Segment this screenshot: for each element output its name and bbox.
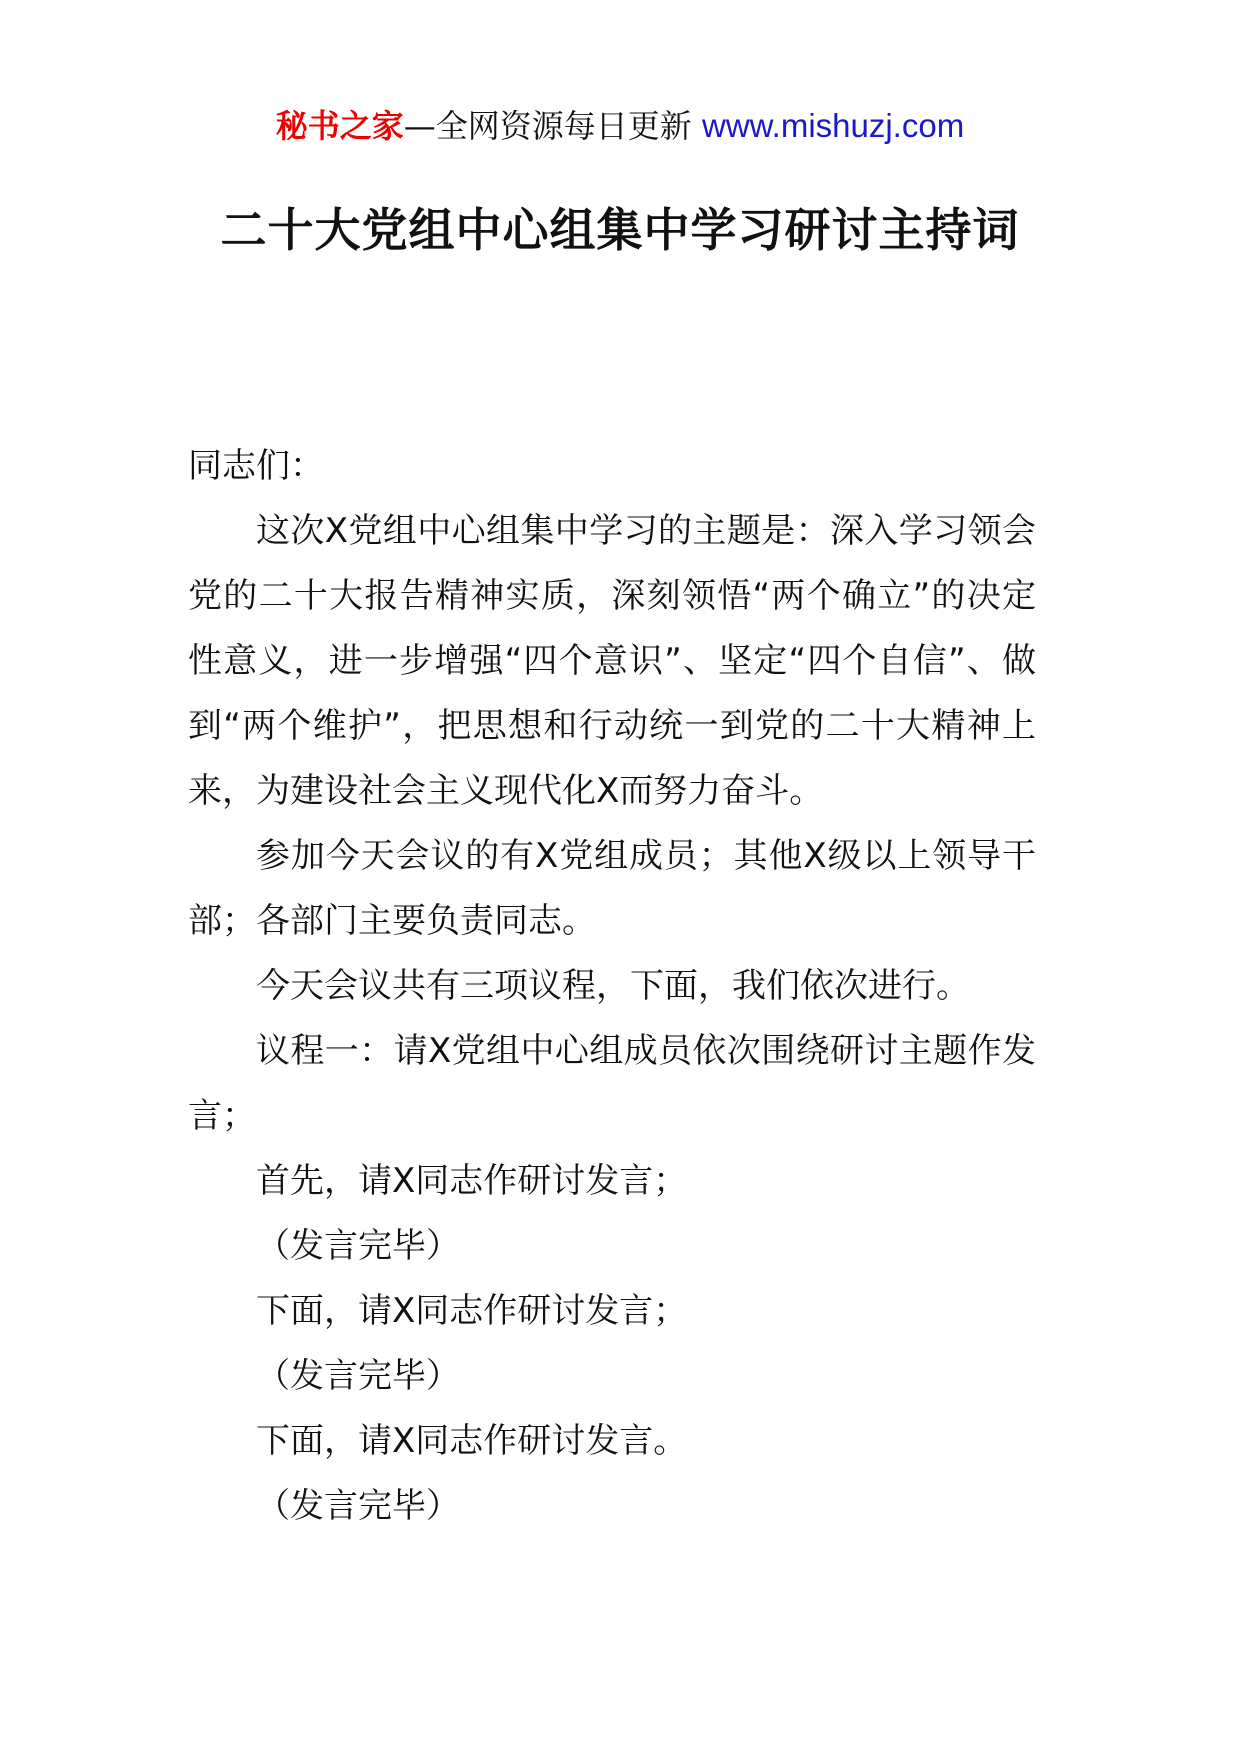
paragraph-agenda-intro: 今天会议共有三项议程，下面，我们依次进行。 [256,966,970,1006]
document-title: 二十大党组中心组集中学习研讨主持词 [220,203,1020,257]
header-tagline: —全网资源每日更新 [403,107,692,145]
paragraph-theme: 这次X党组中心组集中学习的主题是：深入学习领会党的二十大报告精神实质，深刻领悟“两个确立”的决定性意义，进一步增强“四个意识”、坚定“四个自信”、做到“两个维护”，把思想和行动统一到党的二十大精神上来，为建设社会主义现代化X而努力奋斗。 [188,511,1036,811]
greeting: 同志们： [188,446,324,486]
paragraph-agenda-one: 议程一：请X党组中心组成员依次围绕研讨主题作发言； [188,1031,1036,1136]
paragraph-speech-finished: （发言完毕） [256,1486,460,1526]
paragraph-first-speaker: 首先，请X同志作研讨发言； [256,1161,688,1201]
site-header [0,104,1240,148]
paragraph-speech-finished: （发言完毕） [256,1226,460,1266]
paragraph-next-speaker: 下面，请X同志作研讨发言； [256,1291,688,1331]
paragraph-attendees: 参加今天会议的有X党组成员；其他X级以上领导干部；各部门主要负责同志。 [188,836,1036,941]
paragraph-next-speaker: 下面，请X同志作研讨发言。 [256,1421,688,1461]
document-body [188,434,1036,1539]
site-url-link[interactable]: www.mishuzj.com [701,107,965,144]
brand-name: 秘书之家 [275,107,404,145]
paragraph-speech-finished: （发言完毕） [256,1356,460,1396]
